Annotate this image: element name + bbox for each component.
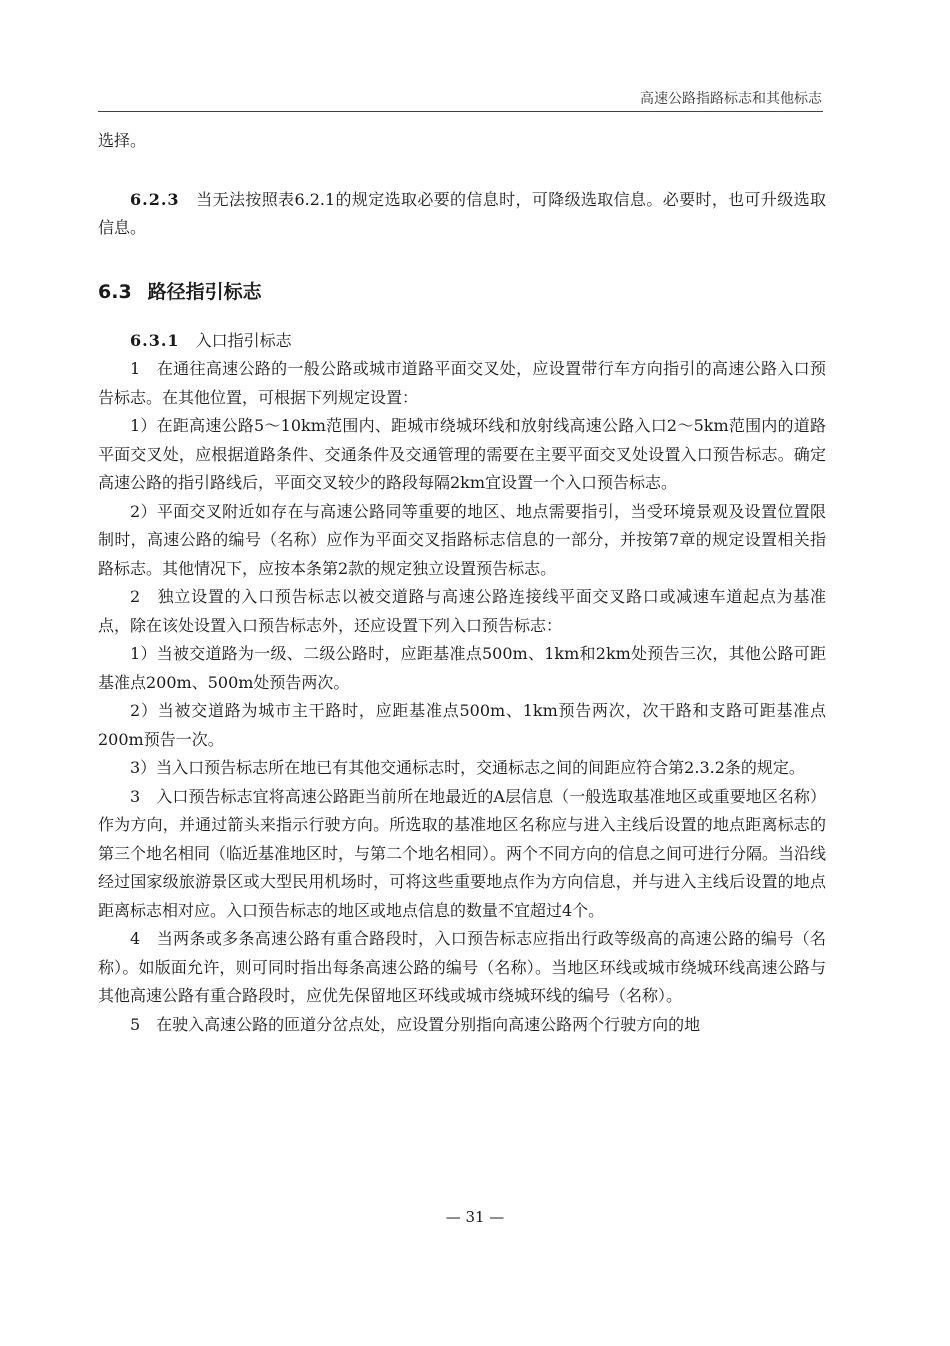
page-body [98, 127, 826, 1039]
clause-text: 当无法按照表6.2.1的规定选取必要的信息时，可降级选取信息。必要时，也可升级选取信息。 [98, 189, 826, 237]
section-heading [98, 277, 826, 307]
section-number: 6.3 [98, 280, 132, 303]
clause-6-3-1 [98, 327, 826, 356]
clause-number: 6.3.1 [130, 330, 180, 350]
running-header-title: 高速公路指路标志和其他标志 [640, 91, 822, 107]
clause-6-2-3 [98, 186, 826, 243]
body-paragraph: 1）当被交道路为一级、二级公路时，应距基准点500m、1km和2km处预告三次，其他公路可距基准点200m、500m处预告两次。 [98, 644, 826, 692]
page-number: — 31 — [445, 1208, 505, 1226]
clause-title: 入口指引标志 [195, 330, 292, 350]
body-paragraph: 5 在驶入高速公路的匝道分岔点处，应设置分别指向高速公路两个行驶方向的地 [130, 1014, 701, 1034]
body-paragraph: 1 在通往高速公路的一般公路或城市道路平面交叉处，应设置带行车方向指引的高速公路入口预告标志。在其他位置，可根据下列规定设置： [98, 359, 826, 407]
section-title: 路径指引标志 [147, 280, 262, 303]
continued-paragraph: 选择。 [98, 131, 147, 150]
header-rule [98, 111, 823, 112]
body-paragraph: 3）当入口预告标志所在地已有其他交通标志时，交通标志之间的间距应符合第2.3.2条的规定。 [130, 758, 805, 777]
body-paragraph: 3 入口预告标志宜将高速公路距当前所在地最近的A层信息（一般选取基准地区或重要地区名称）作为方向，并通过箭头来指示行驶方向。所选取的基准地区名称应与进入主线后设置的地点距离标志的第三个地名相同（临近基准地区时，与第二个地名相同）。两个不同方向的信息之间可进行分隔。当沿线经过国家级旅游景区或大型民用机场时，可将这些重要地点作为方向信息，并与进入主线后设置的地点距离标志相对应。入口预告标志的地区或地点信息的数量不宜超过4个。 [98, 786, 827, 920]
body-paragraph: 1）在距高速公路5～10km范围内、距城市绕城环线和放射线高速公路入口2～5km范围内的道路平面交叉处，应根据道路条件、交通条件及交通管理的需要在主要平面交叉处设置入口预告标志。确定高速公路的指引路线后，平面交叉较少的路段每隔2km宜设置一个入口预告标志。 [98, 416, 826, 492]
body-paragraph: 2）当被交道路为城市主干路时，应距基准点500m、1km预告两次，次干路和支路可距基准点200m预告一次。 [98, 701, 826, 749]
body-paragraph: 2）平面交叉附近如存在与高速公路同等重要的地区、地点需要指引，当受环境景观及设置位置限制时，高速公路的编号（名称）应作为平面交叉指路标志信息的一部分，并按第7章的规定设置相关指路标志。其他情况下，应按本条第2款的规定独立设置预告标志。 [98, 501, 826, 578]
clause-number: 6.2.3 [130, 189, 180, 209]
body-paragraph: 4 当两条或多条高速公路有重合路段时，入口预告标志应指出行政等级高的高速公路的编号（名称）。如版面允许，则可同时指出每条高速公路的编号（名称）。当地区环线或城市绕城环线高速公路与其他高速公路有重合路段时，应优先保留地区环线或城市绕城环线的编号（名称）。 [98, 929, 826, 1005]
body-paragraph: 2 独立设置的入口预告标志以被交道路与高速公路连接线平面交叉路口或减速车道起点为基准点，除在该处设置入口预告标志外，还应设置下列入口预告标志： [98, 587, 826, 635]
